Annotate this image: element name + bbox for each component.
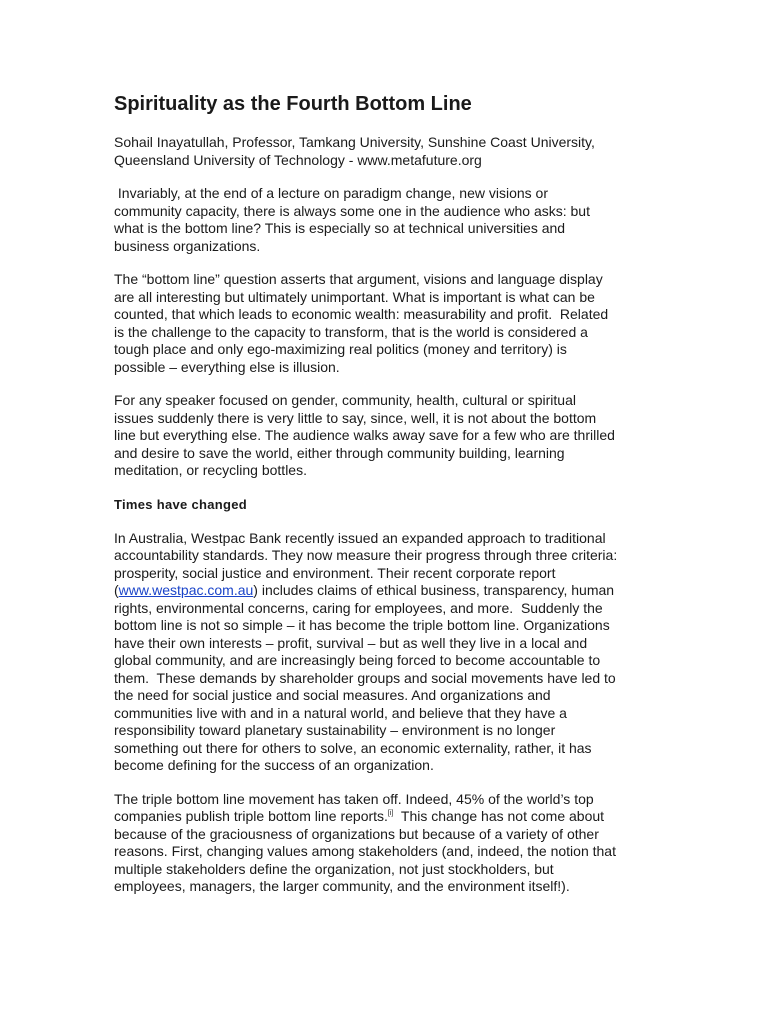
paragraph-speaker — [114, 392, 659, 480]
text-line: is the challenge to the capacity to transform, that is the world is considered a — [114, 323, 588, 340]
text-line: bottom line is not so simple – it has become the triple bottom line. Organizations — [114, 617, 610, 633]
text-fragment: companies publish triple bottom line reports. — [114, 808, 388, 824]
westpac-link[interactable]: www.westpac.com.au — [118, 582, 254, 598]
paragraph-triple-bottom-line — [114, 791, 659, 896]
text-line: responsibility toward planetary sustainability – environment is no longer — [114, 722, 556, 738]
footnote-marker[interactable]: [i] — [387, 810, 394, 817]
text-line: because of the graciousness of organizations but because of a variety of other — [114, 825, 599, 842]
text-line: possible – everything else is illusion. — [114, 358, 340, 375]
document-page — [114, 90, 659, 896]
text-line: and desire to save the world, either through community building, learning — [114, 444, 565, 461]
section-heading: Times have changed — [114, 496, 248, 512]
text-line: the need for social justice and social measures. And organizations and — [114, 687, 551, 703]
text-fragment: ) includes claims of ethical business, transparency, human — [253, 582, 615, 598]
author-byline — [114, 134, 659, 169]
text-line: The “bottom line” question asserts that argument, visions and language display — [114, 271, 603, 287]
text-line: multiple stakeholders define the organization, not just stockholders, but — [114, 860, 554, 877]
text-line-with-footnote — [114, 808, 659, 826]
text-line: accountability standards. They now measure their progress through three criteria: — [114, 547, 618, 563]
paragraph-intro — [114, 185, 659, 255]
text-line: The triple bottom line movement has taken off. Indeed, 45% of the world’s top — [114, 790, 594, 807]
text-line: something out there for others to solve, an economic externality, rather, it has — [114, 739, 592, 756]
text-line: global community, and are increasingly being forced to become accountable to — [114, 652, 601, 668]
byline-line: Queensland University of Technology - www.metafuture.org — [114, 151, 482, 168]
text-line-with-link — [114, 582, 659, 600]
text-line: rights, environmental concerns, caring for employees, and more. Suddenly the — [114, 599, 603, 616]
text-line: Invariably, at the end of a lecture on paradigm change, new visions or — [114, 185, 548, 201]
text-line: become defining for the success of an organization. — [114, 757, 434, 773]
text-line: them. These demands by shareholder groups and social movements have led to — [114, 669, 616, 686]
paragraph-bottom-line-question — [114, 271, 659, 376]
text-line: meditation, or recycling bottles. — [114, 462, 307, 478]
text-line: prosperity, social justice and environment. Their recent corporate report — [114, 564, 556, 581]
text-line: issues suddenly there is very little to say, since, well, it is not about the bottom — [114, 409, 597, 426]
text-line: In Australia, Westpac Bank recently issued an expanded approach to traditional — [114, 529, 606, 546]
text-line: employees, managers, the larger community, and the environment itself!). — [114, 878, 570, 894]
document-title: Spirituality as the Fourth Bottom Line — [114, 93, 472, 115]
paren-open: ( — [114, 582, 119, 598]
paragraph-westpac — [114, 530, 659, 775]
text-line: counted, that which leads to economic wealth: measurability and profit. Related — [114, 306, 609, 322]
text-line: what is the bottom line? This is especially so at technical universities and — [114, 220, 566, 236]
text-line: are all interesting but ultimately unimportant. What is important is what can be — [114, 288, 595, 305]
text-line: community capacity, there is always some one in the audience who asks: but — [114, 202, 590, 219]
text-line: reasons. First, changing values among stakeholders (and, indeed, the notion that — [114, 843, 616, 859]
byline-line: Sohail Inayatullah, Professor, Tamkang University, Sunshine Coast University, — [114, 134, 595, 150]
text-line: have their own interests – profit, survival – but as well they live in a local and — [114, 634, 588, 651]
text-line: For any speaker focused on gender, community, health, cultural or spiritual — [114, 392, 576, 408]
text-line: line but everything else. The audience walks away save for a few who are thrilled — [114, 427, 615, 443]
text-line: communities live with and in a natural world, and believe that they have a — [114, 704, 567, 721]
text-line: tough place and only ego-maximizing real politics (money and territory) is — [114, 341, 567, 357]
text-line: business organizations. — [114, 237, 261, 254]
text-fragment: This change has not come about — [393, 808, 605, 824]
